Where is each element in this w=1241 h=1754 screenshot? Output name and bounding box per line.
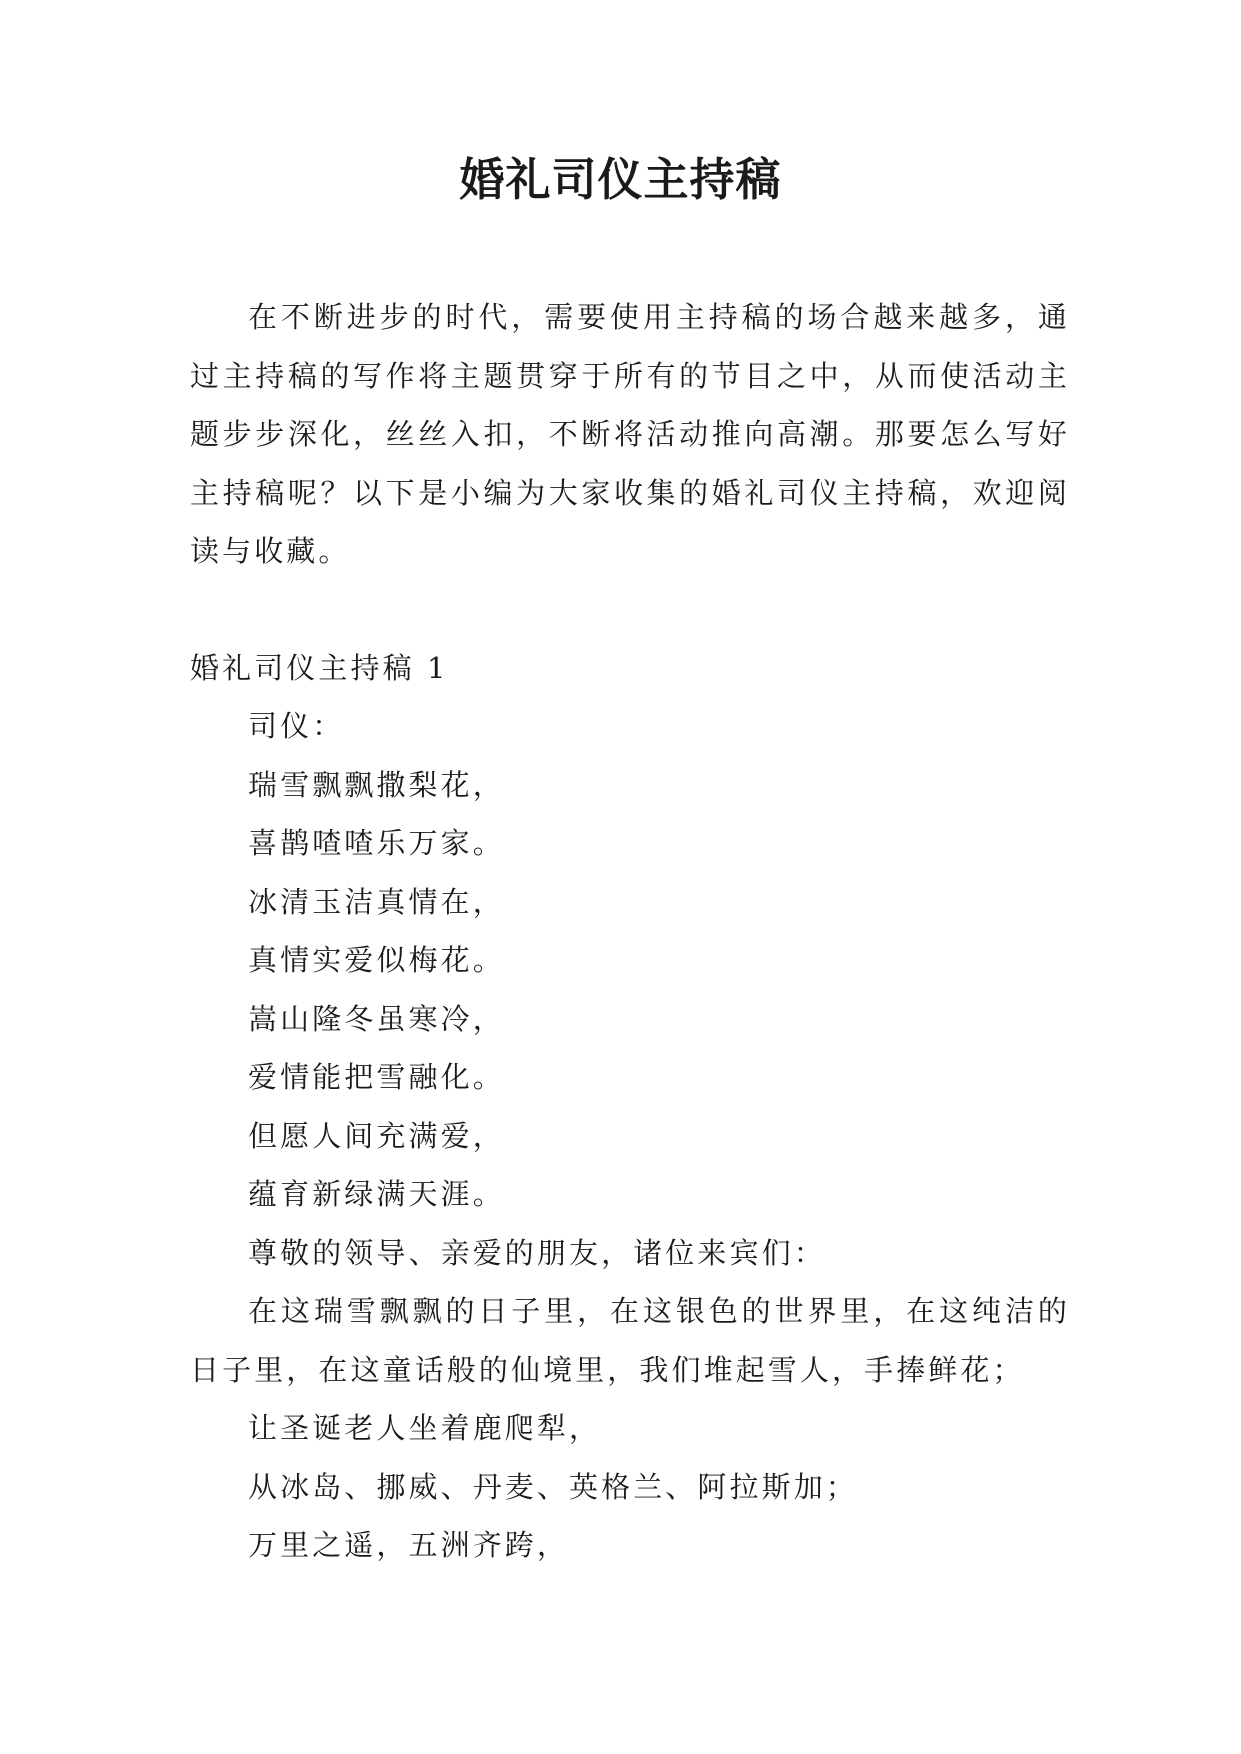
body-paragraph: 在这瑞雪飘飘的日子里，在这银色的世界里，在这纯洁的日子里，在这童话般的仙境里，我们堆起雪人，手捧鲜花； [190, 1294, 1070, 1387]
paragraph-gap [190, 581, 1070, 639]
verse-line: 司仪： [248, 709, 345, 743]
verse-line: 让圣诞老人坐着鹿爬犁， [248, 1411, 602, 1445]
verse-line: 嵩山隆冬虽寒冷， [248, 1001, 505, 1036]
verse-line: 冰清玉洁真情在， [248, 884, 505, 919]
document-title: 婚礼司仪主持稿 [459, 153, 782, 206]
verse-line: 爱情能把雪融化。 [248, 1060, 505, 1094]
verse-line: 喜鹊喳喳乐万家。 [248, 826, 505, 860]
document-body [190, 288, 1070, 1575]
verse-line: 真情实爱似梅花。 [248, 943, 505, 977]
verse-line: 蕴育新绿满天涯。 [248, 1177, 505, 1211]
verse-line: 但愿人间充满爱， [248, 1118, 505, 1153]
verse-line: 从冰岛、挪威、丹麦、英格兰、阿拉斯加； [248, 1469, 858, 1504]
verse-line: 瑞雪飘飘撒梨花， [248, 767, 505, 802]
intro-paragraph: 在不断进步的时代，需要使用主持稿的场合越来越多，通过主持稿的写作将主题贯穿于所有的节目之中，从而使活动主题步步深化，丝丝入扣，不断将活动推向高潮。那要怎么写好主持稿呢？以下是小编为大家收集的婚礼司仪主持稿，欢迎阅读与收藏。 [190, 300, 1070, 568]
greeting-line: 尊敬的领导、亲爱的朋友，诸位来宾们： [248, 1235, 826, 1270]
section-heading: 婚礼司仪主持稿 1 [190, 650, 449, 685]
verse-line: 万里之遥，五洲齐跨， [248, 1528, 570, 1562]
